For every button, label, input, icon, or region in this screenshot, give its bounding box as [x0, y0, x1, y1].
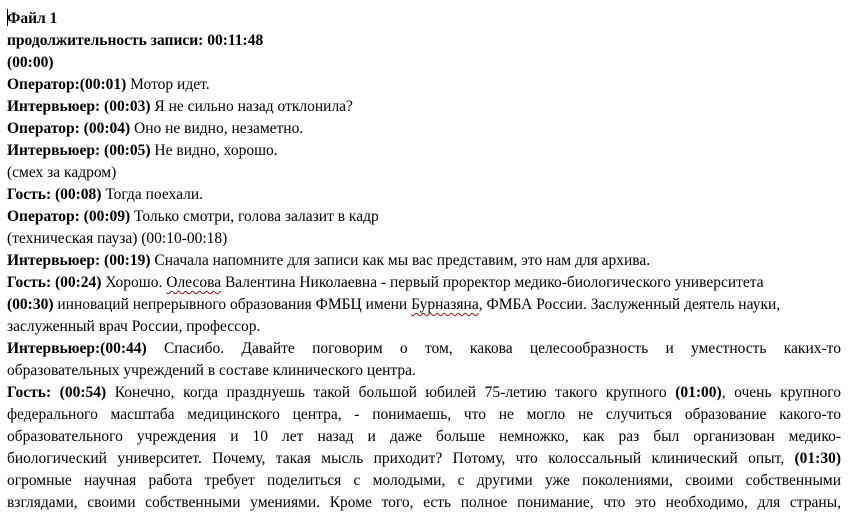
- utterance: Я не сильно назад отклонила?: [150, 98, 353, 115]
- speaker-label: Интервьюер: (00:05): [7, 142, 151, 159]
- transcript-line: биологический университет. Почему, такая мысль приходит? Потому, что колоссальный клинический опыт, (01:30): [7, 450, 841, 467]
- speaker-label: Гость: (00:54): [7, 384, 107, 401]
- transcript-line: [7, 96, 353, 118]
- speaker-label: Гость: (00:08): [7, 186, 102, 203]
- transcript-line: [7, 140, 278, 162]
- transcript-line: [7, 206, 379, 228]
- utterance: Только смотри, голова залазит в кадр: [130, 208, 379, 225]
- transcript-line: [7, 184, 203, 206]
- recording-duration: продолжительность записи: 00:11:48: [7, 32, 264, 49]
- transcript-line: Гость: (00:54) Конечно, когда празднуешь такой большой юбилей 75-летию такого крупного (01:00), очень крупного: [7, 384, 841, 401]
- timestamp: (01:30): [794, 450, 841, 467]
- speaker-label: Оператор: (00:04): [7, 120, 131, 137]
- speaker-label: Интервьюер: (00:19): [7, 252, 151, 269]
- speaker-label: Гость: (00:24): [7, 274, 102, 291]
- speaker-label: Оператор: (00:09): [7, 208, 131, 225]
- utterance: Не видно, хорошо.: [150, 142, 278, 159]
- transcript-line: [7, 250, 650, 272]
- utterance: Сначала напомните для записи как мы вас представим, это нам для архива.: [150, 252, 651, 269]
- speaker-label: Интервьюер:(00:44): [7, 340, 147, 357]
- transcript-line: взглядами, своими собственными умениями. Кроме того, есть полное понимание, что это необходимо, для страны,: [7, 494, 841, 511]
- start-timestamp: (00:00): [7, 54, 54, 71]
- transcript-line: [7, 74, 210, 96]
- transcript-line: Гость: (00:24) Хорошо. Олесова Валентина Николаевна - первый проректор медико-биологического университета: [7, 274, 764, 291]
- speaker-label: Интервьюер: (00:03): [7, 98, 151, 115]
- utterance: Оно не видно, незаметно.: [130, 120, 304, 137]
- transcript-line: заслуженный врач России, профессор.: [7, 318, 261, 335]
- timestamp: (01:00): [675, 384, 722, 401]
- utterance: Тогда поехали.: [101, 186, 203, 203]
- speaker-label: Оператор:(00:01): [7, 76, 127, 93]
- transcript-line: образовательного учреждения и 10 лет назад и даже больше немножко, как раз был организован медико-: [7, 428, 841, 445]
- transcript-line: образовательных учреждений в составе клинического центра.: [7, 362, 416, 379]
- stage-note: (смех за кадром): [7, 164, 117, 181]
- file-title: Файл 1: [7, 10, 58, 27]
- transcript-line: федерального масштаба медицинского центра, - понимаешь, что не могло не случиться образование какого-то: [7, 406, 841, 423]
- transcript-line: Интервьюер:(00:44) Спасибо. Давайте поговорим о том, какова целесообразность и уместность каких-то: [7, 340, 841, 357]
- transcript-line: (00:30) инноваций непрерывного образования ФМБЦ имени Бурназяна, ФМБА России. Заслуженный деятель науки,: [7, 296, 781, 313]
- transcript-line: [7, 118, 303, 140]
- timestamp: (00:30): [7, 296, 54, 313]
- stage-note: (техническая пауза) (00:10-00:18): [7, 230, 228, 247]
- transcript-line: огромные научная работа требует поделиться с молодыми, с другими уже поколениями, своими собственными: [7, 472, 841, 489]
- spellcheck-word: Бурназяна: [411, 296, 479, 313]
- utterance: Мотор идет.: [126, 76, 210, 93]
- spellcheck-word: Олесова: [166, 274, 222, 291]
